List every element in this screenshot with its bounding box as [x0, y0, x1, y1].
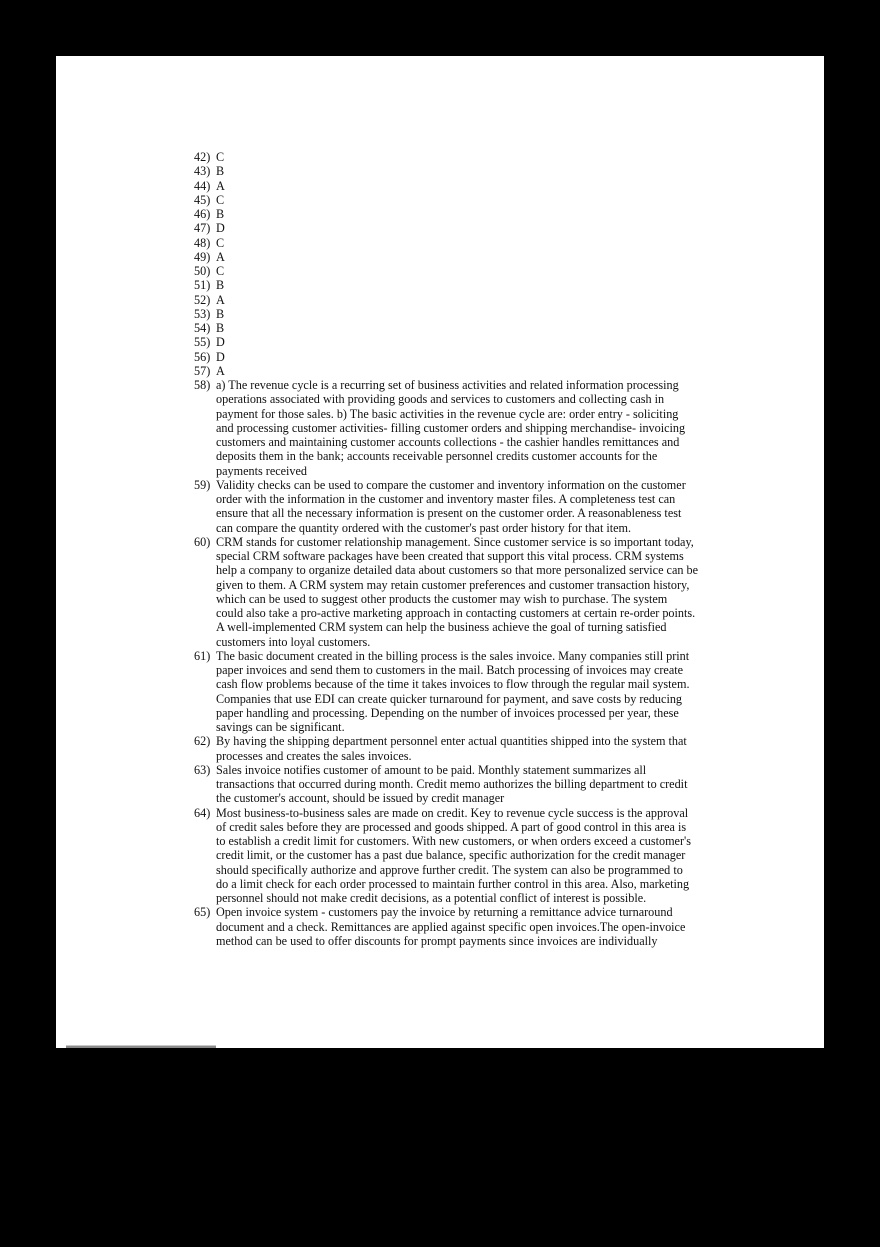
answer-line: Sales invoice notifies customer of amount to be paid. Monthly statement summarizes all [216, 762, 647, 777]
answer-text: B [216, 164, 225, 179]
answer-line: which can be used to suggest other products the customer may wish to purchase. The system [216, 591, 668, 606]
answer-line: help a company to organize detailed data about customers so that more personalized service can be [216, 563, 699, 578]
answer-item-62 [194, 734, 734, 763]
answer-item-44 [194, 179, 734, 193]
answer-text: D [216, 221, 225, 236]
item-number: 60) [194, 534, 211, 549]
answer-item-46 [194, 207, 734, 221]
answer-line: The basic document created in the billing process is the sales invoice. Many companies still print [216, 648, 690, 663]
answer-line: special CRM software packages have been created that support this vital process. CRM systems [216, 549, 684, 563]
answer-item-63 [194, 763, 734, 806]
answer-text: B [216, 321, 225, 335]
item-number: 64) [194, 805, 211, 820]
item-number: 59) [194, 477, 211, 492]
item-number: 47) [194, 221, 211, 236]
answer-text: B [216, 207, 225, 221]
answer-line: credit limit, or the customer has a past due balance, specific authorization for the credit manager [216, 848, 686, 863]
answer-item-61 [194, 649, 734, 735]
answer-line: transactions that occurred during month. Credit memo authorizes the billing department to credit [216, 777, 688, 791]
answer-text: A [216, 292, 225, 307]
answer-line: payment for those sales. b) The basic activities in the revenue cycle are: order entry - soliciting [216, 406, 679, 421]
item-number: 50) [194, 264, 211, 278]
item-number: 51) [194, 278, 211, 293]
answer-line: By having the shipping department personnel enter actual quantities shipped into the system that [216, 734, 687, 749]
answer-line: the customer's account, should be issued by credit manager [216, 791, 505, 806]
item-number: 61) [194, 648, 211, 663]
answer-item-52 [194, 293, 734, 307]
answer-line: document and a check. Remittances are applied against specific open invoices.The open-invoice [216, 919, 686, 934]
answer-item-53 [194, 307, 734, 321]
item-number: 56) [194, 349, 211, 364]
answer-text: D [216, 349, 225, 364]
item-number: 54) [194, 321, 211, 335]
answer-line: personnel should not make credit decisions, as a potential conflict of interest is possible. [216, 891, 647, 905]
answer-key [194, 150, 734, 948]
answer-text: C [216, 235, 225, 250]
answer-line: a) The revenue cycle is a recurring set of business activities and related information processing [216, 378, 679, 392]
answer-item-55 [194, 335, 734, 349]
item-number: 43) [194, 164, 211, 179]
answer-line: Companies that use EDI can create quicker turnaround for payment, and save costs by reducing [216, 691, 683, 706]
answer-line: savings can be significant. [216, 720, 345, 734]
item-number: 46) [194, 207, 211, 221]
answer-line: order with the information in the customer and inventory master files. A completeness test can [216, 492, 676, 506]
item-number: 45) [194, 192, 211, 207]
item-number: 63) [194, 762, 211, 777]
answer-item-49 [194, 250, 734, 264]
item-number: 58) [194, 378, 211, 392]
answer-line: to establish a credit limit for customers. With new customers, or when orders exceed a customer's [216, 834, 691, 848]
answer-item-58 [194, 378, 734, 478]
answer-line: A well-implemented CRM system can help the business achieve the goal of turning satisfied [216, 620, 667, 635]
item-number: 42) [194, 150, 211, 164]
answer-text: A [216, 249, 225, 264]
answer-text: A [216, 178, 225, 193]
item-number: 62) [194, 734, 211, 749]
answer-text: B [216, 278, 225, 293]
answer-line: cash flow problems because of the time it takes invoices to flow through the regular mail system. [216, 677, 690, 692]
answer-item-59 [194, 478, 734, 535]
answer-item-51 [194, 278, 734, 292]
item-number: 49) [194, 249, 211, 264]
answer-line: and processing customer activities- filling customer orders and shipping merchandise- invoicing [216, 420, 686, 435]
answer-text: C [216, 150, 225, 164]
answer-item-45 [194, 193, 734, 207]
answer-item-48 [194, 236, 734, 250]
answer-text: D [216, 335, 225, 350]
answer-line: processes and creates the sales invoices. [216, 748, 412, 763]
item-number: 57) [194, 363, 211, 378]
answer-item-42 [194, 150, 734, 164]
answer-line: ensure that all the necessary information is present on the customer order. A reasonableness test [216, 506, 682, 521]
item-number: 48) [194, 235, 211, 250]
item-number: 55) [194, 335, 211, 350]
answer-item-65 [194, 905, 734, 948]
answer-line: can compare the quantity ordered with the customer's past order history for that item. [216, 520, 632, 535]
answer-line: Validity checks can be used to compare the customer and inventory information on the customer [216, 477, 686, 492]
answer-line: should specifically authorize and approve further credit. The system can also be programmed to [216, 862, 683, 877]
footnote-divider [66, 1045, 216, 1048]
answer-item-50 [194, 264, 734, 278]
answer-line: Open invoice system - customers pay the invoice by returning a remittance advice turnaround [216, 905, 673, 920]
answer-line: could also take a pro-active marketing approach in contacting customers at certain re-order points. [216, 606, 696, 620]
answer-line: method can be used to offer discounts for prompt payments since invoices are individually [216, 933, 658, 948]
answer-item-57 [194, 364, 734, 378]
answer-line: CRM stands for customer relationship management. Since customer service is so important today, [216, 534, 694, 549]
answer-line: of credit sales before they are processed and goods shipped. A part of good control in this area is [216, 819, 687, 834]
item-number: 52) [194, 292, 211, 307]
answer-item-47 [194, 221, 734, 235]
answer-text: B [216, 306, 225, 321]
answer-line: paper handling and processing. Depending on the number of invoices processed per year, these [216, 705, 679, 720]
answer-item-60 [194, 535, 734, 649]
item-number: 44) [194, 178, 211, 193]
answer-text: A [216, 363, 225, 378]
answer-text: C [216, 264, 225, 278]
answer-line: given to them. A CRM system may retain customer preferences and customer transaction history, [216, 577, 690, 592]
answer-line: operations associated with providing goods and services to customers and collecting cash in [216, 392, 665, 407]
answer-line: deposits them in the bank; accounts receivable personnel credits customer accounts for the [216, 449, 658, 464]
item-number: 53) [194, 306, 211, 321]
answer-line: Most business-to-business sales are made on credit. Key to revenue cycle success is the approval [216, 805, 689, 820]
answer-line: do a limit check for each order processed to maintain further control in this area. Also, marketing [216, 876, 690, 891]
answer-item-56 [194, 350, 734, 364]
answer-line: customers into loyal customers. [216, 634, 371, 649]
document-page [56, 56, 824, 1048]
answer-item-64 [194, 806, 734, 906]
answer-line: customers and maintaining customer accounts collections - the cashier handles remittances and [216, 435, 680, 449]
answer-line: payments received [216, 463, 308, 478]
answer-item-54 [194, 321, 734, 335]
answer-item-43 [194, 164, 734, 178]
item-number: 65) [194, 905, 211, 920]
answer-line: paper invoices and send them to customers in the mail. Batch processing of invoices may create [216, 663, 684, 677]
answer-text: C [216, 192, 225, 207]
